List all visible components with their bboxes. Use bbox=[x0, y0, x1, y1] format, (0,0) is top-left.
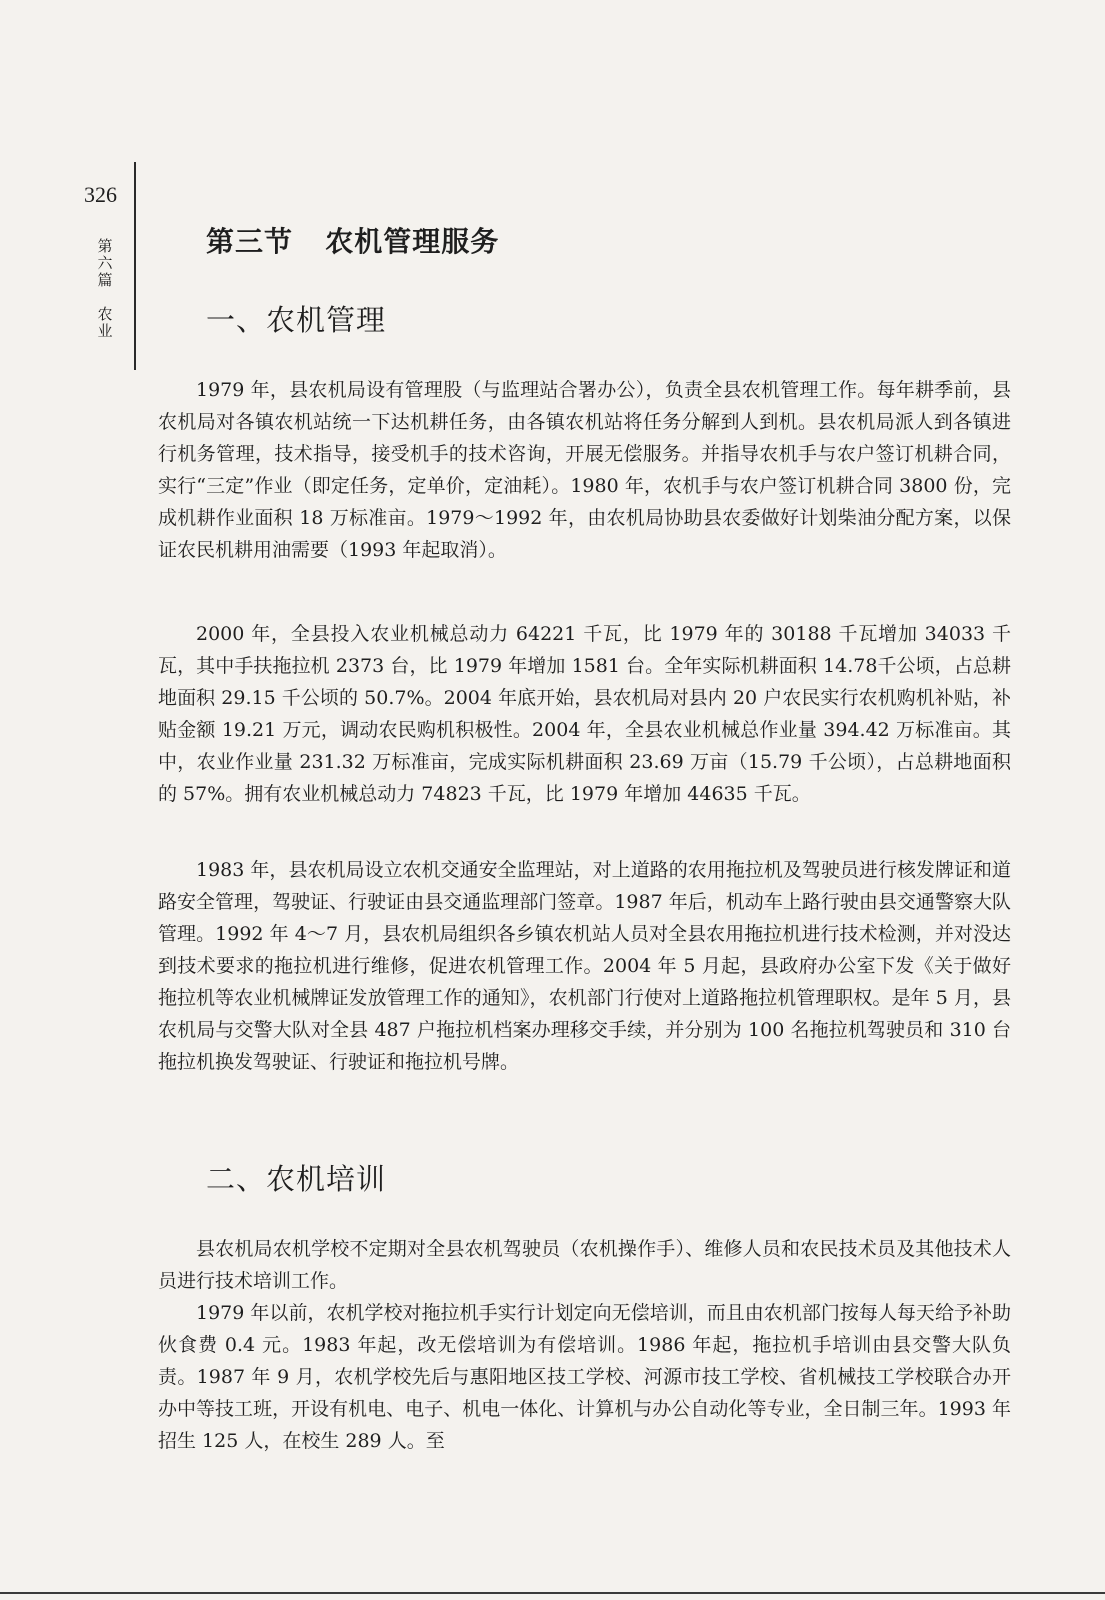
paragraph: 县农机局农机学校不定期对全县农机驾驶员（农机操作手）、维修人员和农民技术员及其他技术人员进行技术培训工作。 bbox=[158, 1238, 1011, 1292]
subsection-heading-management: 一、农机管理 bbox=[206, 303, 387, 337]
paragraph: 1979 年以前，农机学校对拖拉机手实行计划定向无偿培训，而且由农机部门按每人每天给予补助伙食费 0.4 元。1983 年起，改无偿培训为有偿培训。1986 年起，拖拉机手培训由县交警大队负责。1987 年 9 月，农机学校先后与惠阳地区技工学校、河源市技工学校、省机械技工学校联合办开办中等技工班，开设有机电、电子、机电一体化、计算机与办公自动化等专业，全日制三年。1993 年招生 125 人，在校生 289 人。至 bbox=[158, 1302, 1011, 1452]
paragraph: 1983 年，县农机局设立农机交通安全监理站，对上道路的农用拖拉机及驾驶员进行核发牌证和道路安全管理，驾驶证、行驶证由县交通监理部门签章。1987 年后，机动车上路行驶由县交通警察大队管理。1992 年 4～7 月，县农机局组织各乡镇农机站人员对全县农用拖拉机进行技术检测，并对没达到技术要求的拖拉机进行维修，促进农机管理工作。2004 年 5 月起，县政府办公室下发《关于做好拖拉机等农业机械牌证发放管理工作的通知》，农机部门行使对上道路拖拉机管理职权。是年 5 月，县农机局与交警大队对全县 487 户拖拉机档案办理移交手续，并分别为 100 名拖拉机驾驶员和 310 台拖拉机换发驾驶证、行驶证和拖拉机号牌。 bbox=[158, 859, 1011, 1073]
margin-rule bbox=[134, 162, 136, 370]
page-number: 326 bbox=[84, 182, 117, 207]
chapter-side-label: 第 六 篇 农 业 bbox=[97, 237, 113, 340]
subsection-heading-training: 二、农机培训 bbox=[206, 1162, 387, 1196]
paragraph: 1979 年，县农机局设有管理股（与监理站合署办公），负责全县农机管理工作。每年耕季前，县农机局对各镇农机站统一下达机耕任务，由各镇农机站将任务分解到人到机。县农机局派人到各镇进行机务管理，技术指导，接受机手的技术咨询，开展无偿服务。并指导农机手与农户签订机耕合同，实行“三定”作业（即定任务，定单价，定油耗）。1980 年，农机手与农户签订机耕合同 3800 份，完成机耕作业面积 18 万标准亩。1979～1992 年，由农机局协助县农委做好计划柴油分配方案，以保证农民机耕用油需要（1993 年起取消）。 bbox=[158, 379, 1011, 561]
page-bottom-edge bbox=[0, 1592, 1105, 1594]
section-title: 第三节 农机管理服务 bbox=[206, 225, 500, 258]
paragraph: 2000 年，全县投入农业机械总动力 64221 千瓦，比 1979 年的 30188 千瓦增加 34033 千瓦，其中手扶拖拉机 2373 台，比 1979 年增加 1581 台。全年实际机耕面积 14.78千公顷，占总耕地面积 29.15 千公顷的 50.7%。2004 年底开始，县农机局对县内 20 户农民实行农机购机补贴，补贴金额 19.21 万元，调动农民购机积极性。2004 年，全县农业机械总作业量 394.42 万标准亩。其中，农业作业量 231.32 万标准亩，完成实际机耕面积 23.69 万亩（15.79 千公顷），占总耕地面积的 57%。拥有农业机械总动力 74823 千瓦，比 1979 年增加 44635 千瓦。 bbox=[158, 623, 1011, 805]
